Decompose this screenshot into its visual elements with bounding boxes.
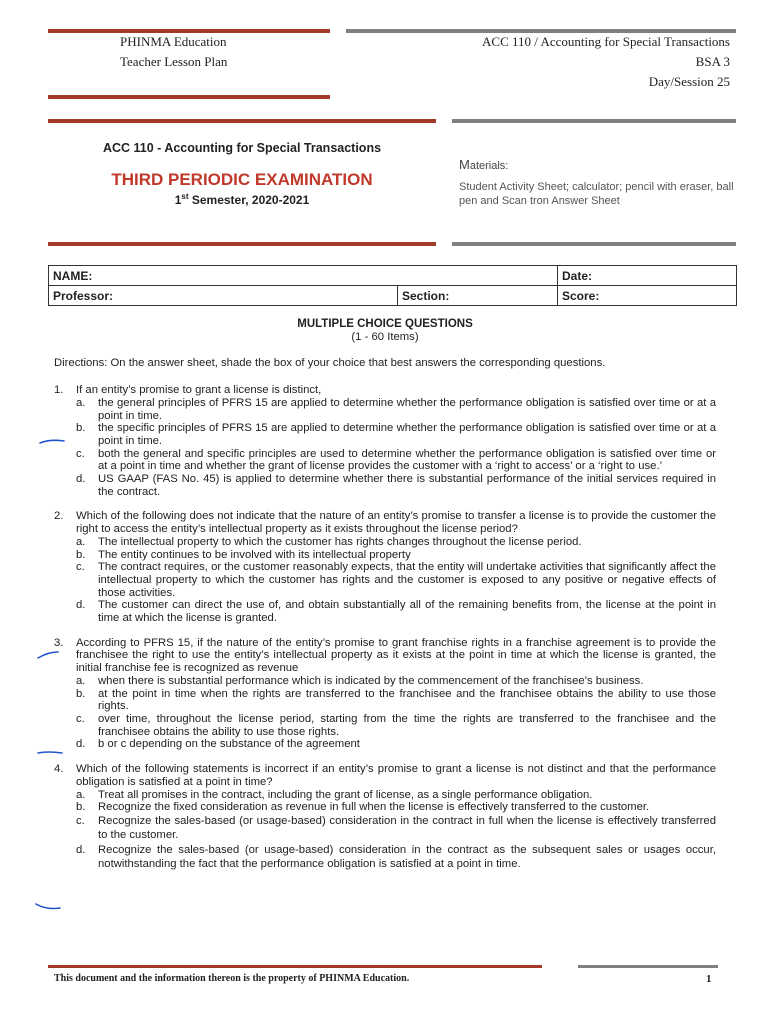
section-title: MULTIPLE CHOICE QUESTIONS: [297, 318, 473, 330]
materials-bar-top: [452, 119, 736, 123]
student-info-table: [48, 265, 737, 306]
lesson-plan-label: Teacher Lesson Plan: [120, 54, 228, 69]
question-3: [54, 637, 716, 751]
session: Day/Session 25: [648, 74, 730, 89]
pen-mark-q4: [34, 900, 64, 914]
option-text: the general principles of PFRS 15 are applied to determine whether the performance obligation is satisfied over time or at a point in time.: [98, 396, 716, 422]
option-letter: c.: [76, 814, 85, 827]
page-number: 1: [706, 973, 712, 985]
pen-mark-q1: [38, 437, 68, 447]
professor-cell[interactable]: Professor:: [49, 286, 398, 306]
option-b[interactable]: [54, 688, 716, 713]
question-text: Which of the following does not indicate that the nature of an entity’s promise to transfer a license is to provide the customer the right to access the entity’s intellectual property as it exists throughout the license period?: [76, 510, 716, 536]
section-cell[interactable]: Section:: [398, 286, 558, 306]
materials-label-initial: M: [459, 157, 470, 172]
option-letter: a.: [76, 535, 86, 548]
materials-label-rest: aterials:: [469, 160, 509, 172]
score-cell[interactable]: Score:: [558, 286, 737, 306]
pen-mark-q3: [36, 748, 66, 758]
option-c[interactable]: [54, 561, 716, 599]
header-bar-left: [48, 29, 330, 33]
name-cell[interactable]: NAME:: [49, 266, 558, 286]
course-code: ACC 110 / Accounting for Special Transactions: [482, 34, 730, 49]
option-letter: b.: [76, 801, 86, 814]
option-d[interactable]: [54, 738, 716, 751]
question-2: [54, 510, 716, 624]
option-text: Recognize the sales-based (or usage-based) consideration in the contract in full when the license is effectively transferred to the customer.: [98, 814, 716, 842]
header-bar-right: [346, 29, 736, 33]
semester-text: Semester, 2020-2021: [188, 193, 310, 207]
option-a[interactable]: [54, 536, 716, 549]
option-b[interactable]: [54, 422, 716, 447]
question-text: Which of the following statements is incorrect if an entity’s promise to grant a license is not distinct and that the performance obligation is satisfied at a point in time?: [76, 763, 716, 788]
option-text: the specific principles of PFRS 15 are applied to determine whether the performance obligation is satisfied over time or at a point in time.: [98, 422, 716, 447]
option-letter: a.: [76, 396, 86, 409]
question-number: 2.: [54, 510, 64, 523]
question-text: According to PFRS 15, if the nature of the entity’s promise to grant franchise rights in a franchise agreement is to provide the franchisee the right to use the entity’s intellectual property as it exists at the point in time at which the license is granted, the initial franchise fee is recognized as revenue: [76, 636, 716, 675]
title-bar-top: [48, 119, 436, 123]
org-name: PHINMA Education: [120, 34, 227, 49]
option-letter: d.: [76, 843, 86, 856]
option-b[interactable]: [54, 801, 716, 814]
option-text: at the point in time when the rights are transferred to the franchisee and the franchisee obtains the ability to use those rights.: [98, 687, 716, 713]
program: BSA 3: [695, 54, 730, 69]
question-number: 3.: [54, 636, 64, 649]
option-a[interactable]: [54, 789, 716, 802]
footer-bar-right: [578, 965, 718, 968]
semester-suffix: st: [181, 192, 189, 201]
question-number: 4.: [54, 763, 64, 776]
pen-mark-q2: [36, 648, 66, 662]
option-letter: c.: [76, 712, 85, 725]
directions: Directions: On the answer sheet, shade the box of your choice that best answers the corresponding questions.: [54, 357, 606, 370]
course-title: ACC 110 - Accounting for Special Transactions: [102, 141, 382, 155]
semester: [48, 192, 436, 207]
section-subtitle: (1 - 60 Items): [351, 330, 419, 343]
option-text: Recognize the sales-based (or usage-based) consideration in the contract as the subsequent sales or usages occur, notwithstanding the fact that the performance obligation is satisfied at a point in time.: [98, 843, 716, 871]
exam-title: THIRD PERIODIC EXAMINATION: [111, 170, 373, 189]
question-1: [54, 384, 716, 498]
exam-content: [54, 318, 716, 872]
option-letter: d.: [76, 599, 86, 612]
option-text: US GAAP (FAS No. 45) is applied to determine whether there is substantial performance of the initial services required in the contract.: [98, 473, 716, 498]
question-number: 1.: [54, 384, 64, 397]
option-text: The entity continues to be involved with its intellectual property: [98, 548, 411, 561]
option-c[interactable]: [54, 448, 716, 473]
option-c[interactable]: [54, 713, 716, 738]
option-letter: b.: [76, 422, 86, 435]
question-4: [54, 763, 716, 872]
option-text: Treat all promises in the contract, including the grant of license, as a single performance obligation.: [98, 788, 593, 801]
option-d[interactable]: [54, 599, 716, 624]
option-letter: a.: [76, 674, 86, 687]
materials-label: [459, 157, 508, 172]
option-b[interactable]: [54, 549, 716, 562]
option-letter: c.: [76, 561, 85, 574]
footer-notice: This document and the information thereon is the property of PHINMA Education.: [54, 973, 410, 984]
option-text: Recognize the fixed consideration as revenue in full when the license is effectively transferred to the customer.: [98, 801, 650, 814]
option-text: The intellectual property to which the customer has rights changes throughout the license period.: [98, 535, 582, 548]
question-text: If an entity’s promise to grant a license is distinct,: [76, 384, 322, 397]
footer-bar-left: [48, 965, 542, 968]
materials-bar-bottom: [452, 242, 736, 246]
option-c[interactable]: [54, 814, 716, 843]
option-a[interactable]: [54, 397, 716, 422]
option-letter: b.: [76, 687, 86, 700]
option-text: both the general and specific principles are used to determine whether the performance obligation is satisfied over time or at a point in time and whether the grant of license provides the customer with a ‘right to access’ or a ‘right to use.’: [98, 447, 716, 473]
semester-ordinal: 1: [174, 193, 182, 207]
option-letter: b.: [76, 548, 86, 561]
option-text: when there is substantial performance which is indicated by the commencement of the franchisee’s business.: [98, 674, 644, 687]
option-a[interactable]: [54, 675, 716, 688]
option-d[interactable]: [54, 843, 716, 872]
option-text: b or c depending on the substance of the agreement: [98, 738, 360, 751]
materials-text: Student Activity Sheet; calculator; pencil with eraser, ball pen and Scan tron Answer Sheet: [459, 181, 734, 207]
option-letter: a.: [76, 788, 86, 801]
option-letter: d.: [76, 738, 86, 751]
option-d[interactable]: [54, 473, 716, 498]
option-letter: c.: [76, 447, 85, 460]
option-text: The customer can direct the use of, and obtain substantially all of the remaining benefits from, the license at the point in time at which the license is granted.: [98, 599, 716, 625]
date-cell[interactable]: Date:: [558, 266, 737, 286]
option-letter: d.: [76, 473, 86, 486]
option-text: over time, throughout the license period, starting from the time the rights are transferred to the franchisee and the franchisee obtains the ability to use those rights.: [98, 712, 716, 738]
option-text: The contract requires, or the customer reasonably expects, that the entity will undertake activities that significantly affect the intellectual property to which the customer has rights and the customer is exposed to any positive or negative effects of those activities.: [98, 561, 716, 599]
title-bar-bottom: [48, 242, 436, 246]
header-bar-left-bottom: [48, 95, 330, 99]
